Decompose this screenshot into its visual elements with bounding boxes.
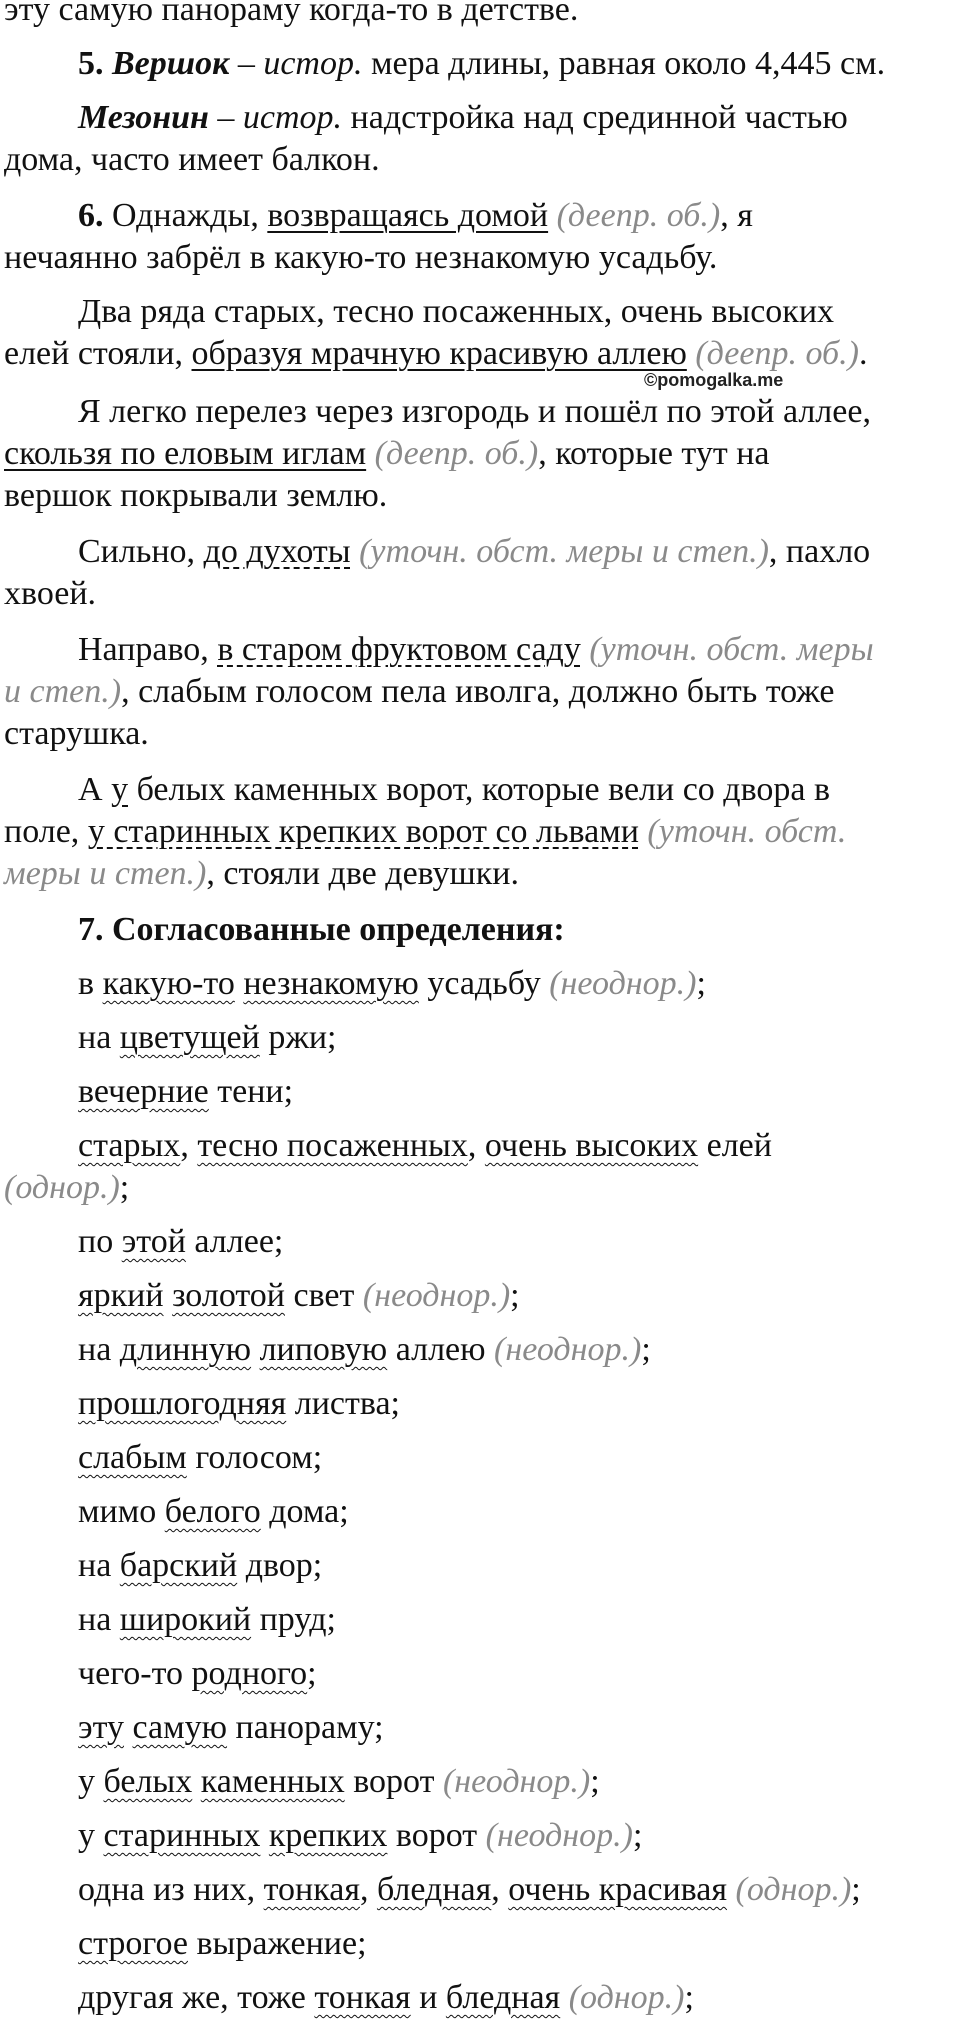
text: на (78, 1547, 120, 1584)
grammar-note: (неоднор.) (549, 965, 697, 1002)
usage-mark: истор. (263, 45, 363, 82)
text: старушка. (4, 715, 149, 752)
text: двор; (237, 1547, 323, 1584)
list-item (78, 1222, 283, 1262)
text (260, 1817, 269, 1854)
text: пруд; (251, 1601, 336, 1638)
text: , которые тут на (538, 435, 770, 472)
grammar-note: и степ.) (4, 673, 122, 710)
text: на (78, 1601, 120, 1638)
text: панораму; (227, 1709, 384, 1746)
agreed-attribute: эту (78, 1709, 125, 1746)
clarifying-adverbial: до духоты (203, 533, 351, 570)
space (351, 533, 360, 570)
usage-mark: истор. (242, 99, 343, 136)
text: Я легко перелез через изгородь и пошёл по этой аллее, (78, 393, 871, 430)
text-line (4, 476, 387, 516)
list-item (78, 1546, 322, 1586)
text: , я (720, 197, 753, 234)
text: елей (698, 1127, 772, 1164)
space (727, 1871, 736, 1908)
agreed-attribute: прошлогодняя (78, 1385, 287, 1422)
text: одна из них, (78, 1871, 264, 1908)
definition-mezonin (78, 98, 848, 138)
text: другая же, тоже (78, 1979, 315, 2016)
text: аллею (387, 1331, 495, 1368)
text: ржи; (259, 1019, 337, 1056)
dash: – (208, 99, 243, 136)
sentence-line (78, 770, 830, 810)
list-item (78, 1600, 336, 1640)
text: белых каменных ворот, которые вели со двора в (128, 771, 831, 808)
definition-vershok (78, 44, 885, 84)
grammar-note: (неоднор.) (442, 1763, 591, 1800)
dash: – (229, 45, 264, 82)
text: ; (510, 1277, 520, 1314)
text: хвоей. (4, 575, 97, 612)
text-line (4, 140, 380, 180)
agreed-attribute: длинную (119, 1331, 252, 1368)
agreed-attribute: незнакомую (243, 965, 419, 1002)
agreed-attribute: слабым (78, 1439, 187, 1476)
text: Однажды, (103, 197, 268, 234)
definition-text: мера длины, равная около 4,445 см. (362, 45, 886, 82)
text: аллее; (185, 1223, 284, 1260)
sentence-line (4, 812, 846, 852)
text-line (4, 574, 96, 614)
participial-phrase: скользя по еловым иглам (4, 435, 367, 472)
grammar-note: (уточн. обст. меры (589, 631, 874, 668)
agreed-attribute: этой (121, 1223, 186, 1260)
agreed-attribute: самую (132, 1709, 228, 1746)
agreed-attribute: цветущей (119, 1019, 260, 1056)
agreed-attribute: очень красивая (508, 1871, 728, 1908)
text: ; (696, 965, 706, 1002)
agreed-attribute: белого (164, 1493, 261, 1530)
text: поле, (4, 813, 88, 850)
list-item (78, 1384, 400, 1424)
text: ворот (344, 1763, 443, 1800)
list-item (78, 1924, 367, 1964)
grammar-note: (однор.) (4, 1169, 120, 1206)
text (124, 1709, 133, 1746)
text: , (359, 1871, 377, 1908)
text: , слабым голосом пела иволга, должно быть тоже (121, 673, 835, 710)
text: голосом; (186, 1439, 323, 1476)
agreed-attribute: старых (78, 1127, 181, 1164)
agreed-attribute: старинных (103, 1817, 261, 1854)
agreed-attribute: липовую (259, 1331, 388, 1368)
agreed-attribute: родного (191, 1655, 308, 1692)
list-item (78, 1072, 293, 1112)
agreed-attribute: широкий (119, 1601, 252, 1638)
agreed-attribute: бледная (376, 1871, 492, 1908)
list-item (78, 1276, 520, 1316)
sentence-line (4, 854, 519, 894)
text: и (410, 1979, 446, 2016)
grammar-note: (однор.) (568, 1979, 685, 2016)
text: по (78, 1223, 122, 1260)
text: у (78, 1763, 104, 1800)
list-item (78, 1816, 642, 1856)
watermark: ©pomogalka.me (644, 370, 784, 390)
text-line (4, 0, 578, 30)
list-item (78, 1492, 349, 1532)
grammar-note: (деепр. об.) (556, 197, 721, 234)
clarifying-adverbial: у старинных крепких ворот со львами (87, 813, 639, 850)
text: листва; (286, 1385, 400, 1422)
agreed-attribute: очень высоких (484, 1127, 699, 1164)
agreed-attribute: крепких (268, 1817, 388, 1854)
list-item (78, 1708, 384, 1748)
agreed-attribute: каменных (200, 1763, 345, 1800)
text: Два ряда старых, тесно посаженных, очень высоких (78, 293, 835, 330)
text: свет (284, 1277, 363, 1314)
agreed-attribute: барский (119, 1547, 238, 1584)
definition-text: надстройка над срединной частью (342, 99, 848, 136)
list-item (78, 964, 706, 1004)
item-number: 6. (78, 197, 104, 234)
text: усадьбу (418, 965, 550, 1002)
sentence-line (4, 434, 769, 474)
text: на (78, 1019, 120, 1056)
term: Мезонин (78, 99, 209, 136)
text (164, 1277, 173, 1314)
sentence-line (4, 334, 867, 374)
text: Сильно, (78, 533, 204, 570)
sentence-line (78, 532, 870, 572)
text: , (467, 1127, 485, 1164)
text: тени; (208, 1073, 294, 1110)
text: ворот (387, 1817, 486, 1854)
grammar-note: (уточн. обст. (647, 813, 847, 850)
text: мимо (78, 1493, 165, 1530)
text: дома; (260, 1493, 349, 1530)
text: вершок покрывали землю. (4, 477, 388, 514)
text: ; (641, 1331, 651, 1368)
text-line (4, 238, 717, 278)
text: . (858, 335, 868, 372)
text: в (78, 965, 103, 1002)
agreed-attribute: золотой (172, 1277, 285, 1314)
grammar-note: меры и степ.) (4, 855, 207, 892)
list-item (78, 1870, 861, 1910)
text: чего-то (78, 1655, 192, 1692)
list-item (78, 1654, 317, 1694)
list-item (78, 1330, 651, 1370)
grammar-note: (неоднор.) (485, 1817, 633, 1854)
text: ; (307, 1655, 317, 1692)
sentence-line (78, 630, 874, 670)
text: А (78, 771, 112, 808)
text: , пахло (768, 533, 871, 570)
grammar-note: (деепр. об.) (695, 335, 859, 372)
text (192, 1763, 201, 1800)
participial-phrase: возвращаясь домой (267, 197, 549, 234)
space (560, 1979, 569, 2016)
term: Вершок (112, 45, 230, 82)
text: выражение; (187, 1925, 367, 1962)
agreed-attribute: тонкая (263, 1871, 360, 1908)
space (548, 197, 557, 234)
list-item (4, 1168, 129, 1208)
space (366, 435, 375, 472)
text-line (78, 392, 871, 432)
text: эту самую панораму когда-то в детстве. (4, 0, 579, 28)
item-number: 5. (78, 45, 112, 82)
text: ; (590, 1763, 600, 1800)
list-item (78, 1018, 336, 1058)
text: елей стояли, (4, 335, 192, 372)
text: ; (632, 1817, 643, 1854)
agreed-attribute: белых (103, 1763, 193, 1800)
text: на (78, 1331, 120, 1368)
text: ; (851, 1871, 861, 1908)
list-item (78, 1978, 694, 2018)
list-item (78, 1126, 772, 1166)
text: , стояли две девушки. (206, 855, 519, 892)
text: у (78, 1817, 104, 1854)
text: нечаянно забрёл в какую-то незнакомую усадьбу. (4, 239, 718, 276)
clarifying-adverbial: у (111, 771, 129, 808)
agreed-attribute: тесно посаженных (197, 1127, 468, 1164)
agreed-attribute: вечерние (78, 1073, 209, 1110)
agreed-attribute: бледная (445, 1979, 561, 2016)
participial-phrase: образуя мрачную красивую аллею (191, 335, 687, 372)
grammar-note: (деепр. об.) (374, 435, 539, 472)
text: Направо, (78, 631, 218, 668)
agreed-attribute: строгое (78, 1925, 188, 1962)
agreed-attribute: яркий (78, 1277, 164, 1314)
text (251, 1331, 260, 1368)
agreed-attribute: какую-то (102, 965, 235, 1002)
text-line (4, 714, 149, 754)
text: дома, часто имеет балкон. (4, 141, 380, 178)
list-item (78, 1438, 322, 1478)
text-line (78, 292, 834, 332)
text: ; (119, 1169, 130, 1206)
text: ; (684, 1979, 694, 2016)
list-item (78, 1762, 600, 1802)
agreed-attribute: тонкая (314, 1979, 411, 2016)
sentence-line (4, 672, 834, 712)
text: , (180, 1127, 198, 1164)
sentence-line (78, 196, 753, 236)
grammar-note: (однор.) (735, 1871, 852, 1908)
grammar-note: (неоднор.) (362, 1277, 511, 1314)
text: , (491, 1871, 509, 1908)
clarifying-adverbial: в старом фруктовом саду (217, 631, 581, 668)
grammar-note: (уточн. обст. меры и степ.) (359, 533, 769, 570)
grammar-note: (неоднор.) (494, 1331, 642, 1368)
section-heading: 7. Согласованные определения: (78, 911, 565, 948)
